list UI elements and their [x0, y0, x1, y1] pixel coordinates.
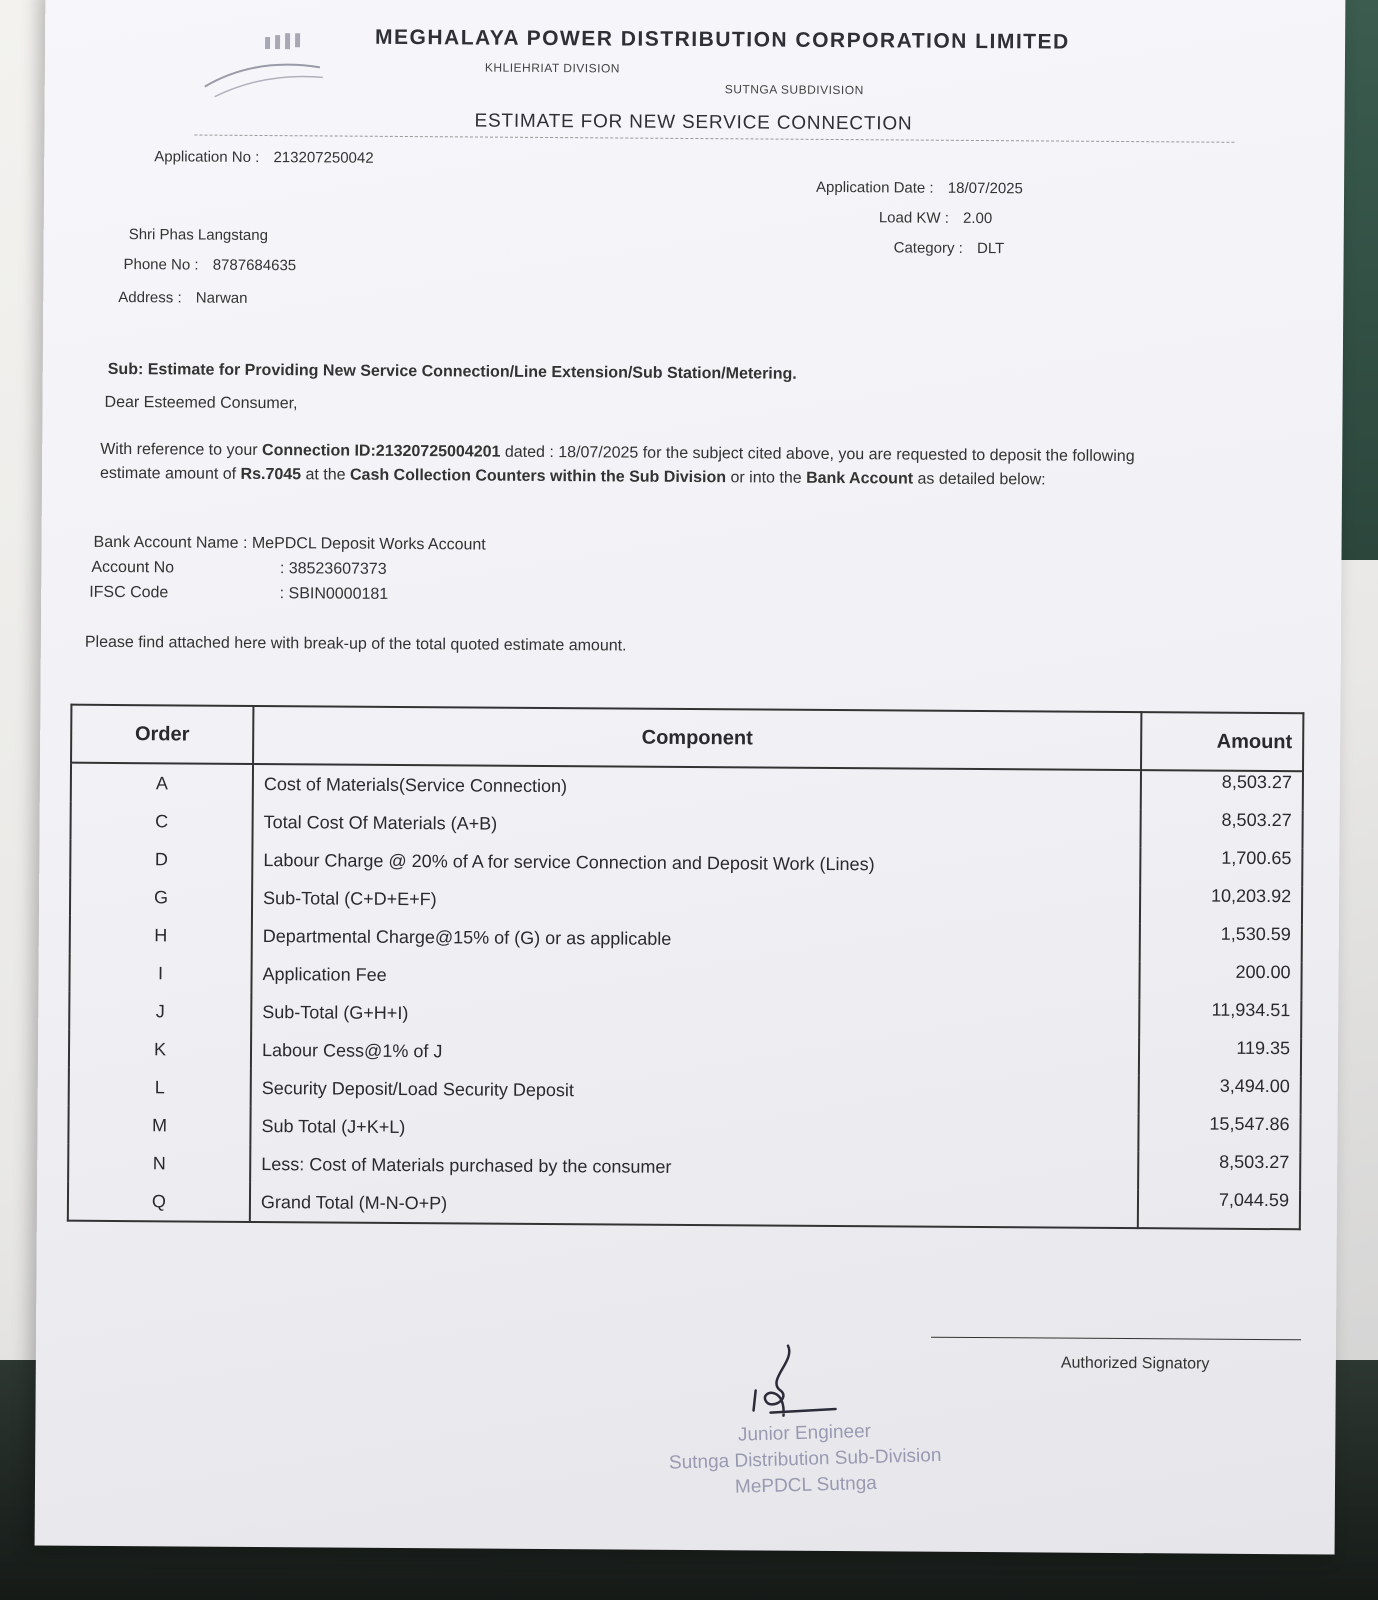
subdivision-name: SUTNGA SUBDIVISION: [724, 82, 864, 98]
para-text-1: With reference to your: [100, 440, 258, 459]
amount-column-header: Amount: [1141, 712, 1303, 771]
bank-account-ref: Bank Account: [806, 469, 914, 488]
component-cell: Labour Charge @ 20% of A for service Connection and Deposit Work (Lines): [252, 841, 1140, 885]
order-cell: L: [69, 1068, 251, 1107]
order-column-header: Order: [71, 705, 253, 764]
order-cell: G: [70, 878, 252, 917]
component-column-header: Component: [253, 706, 1141, 770]
amount-cell: 8,503.27: [1140, 809, 1302, 848]
amount-cell: 8,503.27: [1141, 770, 1303, 810]
category-value: DLT: [976, 239, 1005, 258]
order-cell: I: [69, 954, 251, 993]
breakup-note: Please find attached here with break-up of the total quoted estimate amount.: [84, 633, 627, 655]
para-text-4: or into the: [730, 469, 802, 487]
stamp-designation: Junior Engineer: [737, 1420, 872, 1446]
phone-label: Phone No :: [123, 256, 199, 274]
company-logo-icon: [195, 27, 326, 108]
division-name: KHLIEHRIAT DIVISION: [484, 60, 621, 76]
amount-cell: 8,503.27: [1138, 1151, 1300, 1190]
application-number-field: [154, 148, 373, 167]
bank-name-field: [94, 534, 486, 555]
table-row: [68, 1182, 1300, 1230]
component-cell: Sub-Total (C+D+E+F): [252, 879, 1140, 923]
order-cell: K: [69, 1030, 251, 1069]
component-cell: Departmental Charge@15% of (G) or as applicable: [252, 917, 1140, 961]
component-cell: Application Fee: [251, 955, 1139, 999]
estimate-document: [35, 0, 1346, 1555]
account-number-value: : 38523607373: [279, 560, 387, 578]
header-divider: [194, 135, 1234, 143]
para-text-3: at the: [305, 466, 346, 484]
component-cell: Grand Total (M-N-O+P): [250, 1183, 1138, 1228]
consumer-name: Shri Phas Langstang: [128, 226, 269, 245]
amount-cell: 7,044.59: [1138, 1189, 1300, 1229]
application-number-label: Application No :: [154, 148, 260, 166]
amount-cell: 10,203.92: [1140, 885, 1302, 924]
connection-id: Connection ID:21320725004201: [262, 442, 501, 461]
table-header-row: [71, 705, 1303, 772]
category-field: [894, 239, 1005, 257]
address-label: Address :: [118, 288, 182, 307]
component-cell: Less: Cost of Materials purchased by the consumer: [250, 1145, 1138, 1189]
para-text-2: dated : 18/07/2025 for the subject cited above, you are requested to deposit the following estimate amount of: [99, 443, 1135, 483]
load-value: 2.00: [963, 209, 993, 228]
amount-cell: 119.35: [1139, 1037, 1301, 1076]
order-cell: D: [70, 840, 252, 879]
amount-cell: 1,700.65: [1140, 847, 1302, 886]
amount-cell: 1,530.59: [1140, 923, 1302, 962]
application-date-value: 18/07/2025: [947, 179, 1023, 198]
load-field: [879, 209, 993, 227]
address-value: Narwan: [195, 289, 248, 307]
bank-name-label: Bank Account Name :: [93, 533, 248, 552]
official-stamp: [644, 1416, 966, 1503]
stamp-company: MePDCL Sutnga: [734, 1472, 878, 1498]
order-cell: Q: [68, 1182, 250, 1222]
order-cell: M: [68, 1106, 250, 1145]
phone-value: 8787684635: [212, 256, 297, 275]
amount-cell: 200.00: [1139, 961, 1301, 1000]
component-cell: Total Cost Of Materials (A+B): [252, 803, 1140, 847]
salutation: Dear Esteemed Consumer,: [104, 393, 298, 413]
ifsc-value: : SBIN0000181: [279, 585, 389, 603]
order-cell: A: [71, 763, 253, 803]
application-date-label: Application Date :: [816, 178, 934, 197]
component-cell: Sub-Total (G+H+I): [251, 993, 1139, 1037]
order-cell: N: [68, 1144, 250, 1183]
order-cell: J: [69, 992, 251, 1031]
estimate-amount: Rs.7045: [240, 465, 302, 484]
estimate-table: [67, 704, 1305, 1231]
load-label: Load KW :: [878, 209, 949, 227]
phone-field: [123, 256, 296, 274]
bank-name-value: MePDCL Deposit Works Account: [251, 534, 486, 554]
order-cell: C: [70, 802, 252, 841]
document-title: ESTIMATE FOR NEW SERVICE CONNECTION: [474, 110, 913, 135]
signature-line: [931, 1337, 1301, 1341]
category-label: Category :: [893, 239, 963, 257]
application-date-field: [816, 179, 1023, 197]
cash-counters: Cash Collection Counters within the Sub Division: [349, 466, 727, 487]
reference-paragraph: [100, 438, 1190, 494]
subject-line: [108, 358, 1258, 390]
authorized-signatory-label: Authorized Signatory: [1060, 1354, 1210, 1373]
application-number-value: 213207250042: [273, 149, 374, 167]
amount-cell: 11,934.51: [1139, 999, 1301, 1038]
component-cell: Security Deposit/Load Security Deposit: [251, 1069, 1139, 1113]
account-number-label: Account No: [91, 558, 175, 577]
account-number-field: [91, 559, 386, 579]
amount-cell: 15,547.86: [1138, 1113, 1300, 1152]
component-cell: Labour Cess@1% of J: [251, 1031, 1139, 1075]
component-cell: Cost of Materials(Service Connection): [253, 764, 1141, 809]
order-cell: H: [70, 916, 252, 955]
organization-name: MEGHALAYA POWER DISTRIBUTION CORPORATION LIMITED: [375, 25, 1070, 54]
subject-prefix: Sub:: [107, 360, 144, 379]
subject-text: Estimate for Providing New Service Connection/Line Extension/Sub Station/Metering.: [147, 361, 797, 383]
stamp-office: Sutnga Distribution Sub-Division: [668, 1445, 942, 1474]
component-cell: Sub Total (J+K+L): [250, 1107, 1138, 1151]
amount-cell: 3,494.00: [1139, 1075, 1301, 1114]
estimate-table-body: [68, 763, 1303, 1230]
ifsc-label: IFSC Code: [89, 583, 169, 602]
address-field: [118, 289, 247, 307]
para-text-5: as detailed below:: [917, 470, 1046, 489]
ifsc-field: [89, 584, 388, 604]
